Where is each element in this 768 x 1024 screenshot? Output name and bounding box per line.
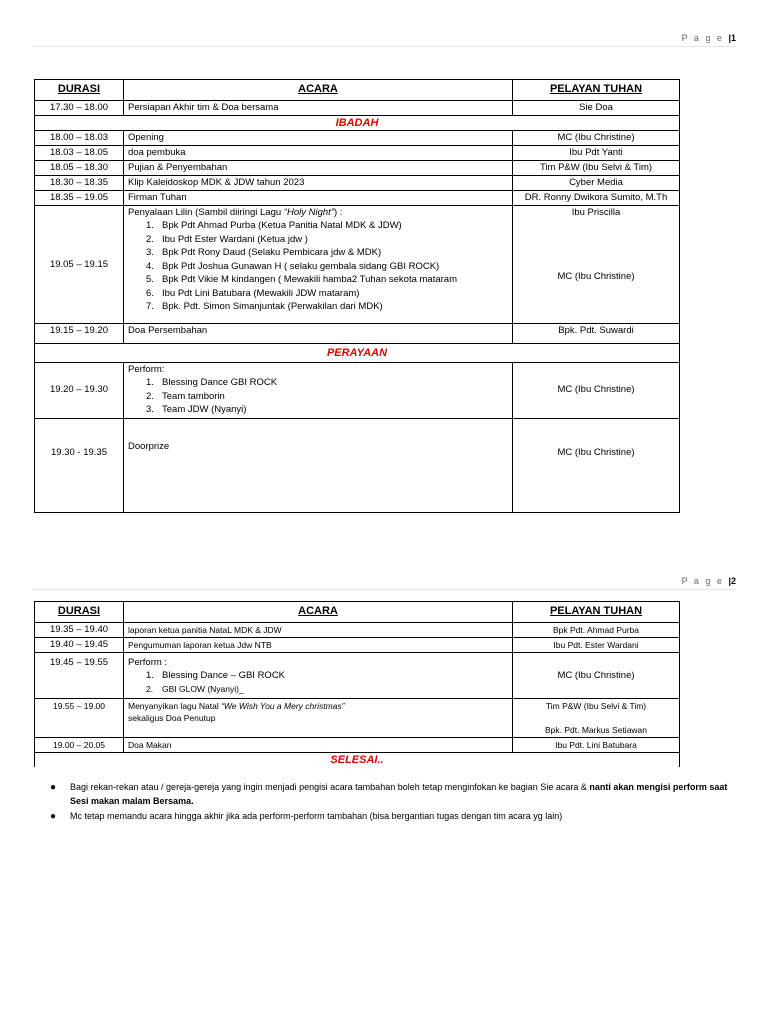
- durasi-cell: 19.40 – 19.45: [35, 638, 124, 653]
- durasi-cell: 19.30 - 19.35: [35, 418, 124, 512]
- list-item: 2. GBI GLOW (Nyanyi)_: [146, 683, 244, 694]
- natal-line-1: Menyanyikan lagu Natal “We Wish You a Mery christmas”: [128, 701, 345, 711]
- pelayan-cell: DR. Ronny Dwikora Sumito, M.Th: [513, 191, 680, 206]
- acara-cell: Doa Persembahan: [124, 324, 513, 344]
- pelayan-cell: Cyber Media: [513, 176, 680, 191]
- table-row: [35, 324, 680, 344]
- lilin-list: [128, 219, 508, 314]
- bullet-icon: ●: [50, 782, 57, 793]
- acara-cell: Pujian & Penyembahan: [124, 161, 513, 176]
- pelayan-cell: Bpk Pdt. Ahmad Purba: [513, 623, 680, 638]
- page-number: 1: [730, 33, 736, 43]
- list-item: 1. Blessing Dance GBI ROCK: [146, 377, 278, 388]
- pelayan-cell: MC (Ibu Christine): [513, 653, 680, 699]
- natal-line-2: sekaligus Doa Penutup: [128, 713, 216, 723]
- table-row: [35, 146, 680, 161]
- table-row-perform: [35, 363, 680, 419]
- note-bold-text: nanti akan mengisi perform saat Sesi makan malam Bersama.: [70, 782, 728, 806]
- table-header-row: [35, 80, 680, 101]
- pelayan-1: Tim P&W (Ibu Selvi & Tim): [545, 701, 647, 711]
- table-row-doorprize: [35, 418, 680, 512]
- acara-cell: doa pembuka: [124, 146, 513, 161]
- acara-cell: Opening: [124, 131, 513, 146]
- table-row-lilin: [35, 206, 680, 324]
- section-row-perayaan: [35, 344, 680, 363]
- table-row: [35, 623, 680, 638]
- list-item: 3. Team JDW (Nyanyi): [146, 404, 247, 415]
- acara-cell: [124, 206, 513, 324]
- page-separator: |: [728, 576, 731, 586]
- table-row: [35, 131, 680, 146]
- pelayan-cell: MC (Ibu Christine): [513, 131, 680, 146]
- lilin-title: Penyalaan Lilin (Sambil diiringi Lagu “Holy Night”) :: [128, 207, 343, 218]
- column-header-pelayan: PELAYAN TUHAN: [513, 602, 680, 623]
- page-separator: |: [728, 33, 731, 43]
- pelayan-cell: Sie Doa: [513, 101, 680, 116]
- page-label: P a g e: [681, 33, 724, 43]
- pelayan-mid: MC (Ibu Christine): [557, 271, 635, 282]
- column-header-durasi: DURASI: [35, 80, 124, 101]
- list-item: 5. Bpk Pdt Vikie M kindangen ( Mewakili hamba2 Tuhan sekota mataram: [146, 274, 458, 285]
- table-header-row: [35, 602, 680, 623]
- durasi-cell: 19.15 – 19.20: [35, 324, 124, 344]
- durasi-cell: 18.00 – 18.03: [35, 131, 124, 146]
- pelayan-2: Bpk. Pdt. Markus Setiawan: [544, 725, 648, 735]
- table-row-natal: [35, 699, 680, 738]
- acara-cell: Pengumuman laporan ketua Jdw NTB: [124, 638, 513, 653]
- durasi-cell: 19.20 – 19.30: [35, 363, 124, 419]
- table-row-perform: [35, 653, 680, 699]
- column-header-acara: ACARA: [124, 602, 513, 623]
- pelayan-cell: Ibu Pdt. Lini Batubara: [513, 738, 680, 753]
- column-header-durasi: DURASI: [35, 602, 124, 623]
- acara-cell: [124, 363, 513, 419]
- perform-title: Perform :: [128, 657, 168, 668]
- pelayan-cell: MC (Ibu Christine): [513, 418, 680, 512]
- song-title: “We Wish You a Mery christmas”: [221, 701, 345, 711]
- acara-cell: Firman Tuhan: [124, 191, 513, 206]
- table-row: [35, 638, 680, 653]
- song-title: “Holy Night”: [283, 207, 334, 218]
- list-item: 6. Ibu Pdt Lini Batubara (Mewakili JDW mataram): [146, 287, 360, 299]
- pelayan-cell: MC (Ibu Christine): [513, 363, 680, 419]
- section-title-perayaan: PERAYAAN: [35, 344, 680, 363]
- header-rule: [32, 46, 736, 47]
- table-row: [35, 176, 680, 191]
- page-header-2: [682, 576, 736, 586]
- section-row-selesai: [35, 753, 680, 768]
- page-number: 2: [730, 576, 736, 586]
- list-item: 2. Ibu Pdt Ester Wardani (Ketua jdw ): [146, 233, 308, 245]
- list-item: 3. Bpk Pdt Rony Daud (Selaku Pembicara jdw & MDK): [146, 247, 382, 258]
- acara-cell: Doa Makan: [124, 738, 513, 753]
- list-item: 1. Bpk Pdt Ahmad Purba (Ketua Panitia Natal MDK & JDW): [146, 220, 402, 231]
- durasi-cell: 19.05 – 19.15: [35, 206, 124, 324]
- pelayan-cell: [513, 206, 680, 324]
- list-item: 4. Bpk Pdt Joshua Gunawan H ( selaku gembala sidang GBI ROCK): [146, 260, 440, 272]
- perform-list: [128, 669, 508, 696]
- durasi-cell: 19.55 – 19.00: [35, 699, 124, 738]
- schedule-table-2: [34, 601, 680, 767]
- durasi-cell: 17.30 – 18.00: [35, 101, 124, 116]
- list-item: 2. Team tamborin: [146, 390, 225, 402]
- notes-list: [50, 781, 740, 826]
- durasi-cell: 19.35 – 19.40: [35, 623, 124, 638]
- table-row: [35, 191, 680, 206]
- acara-cell: Klip Kaleidoskop MDK & JDW tahun 2023: [124, 176, 513, 191]
- list-item: 1. Blessing Dance – GBI ROCK: [146, 670, 286, 681]
- durasi-cell: 18.30 – 18.35: [35, 176, 124, 191]
- durasi-cell: 19.45 – 19.55: [35, 653, 124, 699]
- bullet-icon: ●: [50, 811, 57, 822]
- section-row-ibadah: [35, 116, 680, 131]
- durasi-cell: 19.00 – 20.05: [35, 738, 124, 753]
- table-row: [35, 101, 680, 116]
- table-row: [35, 738, 680, 753]
- section-title-ibadah: IBADAH: [35, 116, 680, 131]
- perform-title: Perform:: [128, 364, 165, 375]
- page-header-1: [682, 33, 736, 43]
- section-title-selesai: SELESAI..: [35, 753, 680, 768]
- table-row: [35, 161, 680, 176]
- acara-cell: Persiapan Akhir tim & Doa bersama: [124, 101, 513, 116]
- column-header-pelayan: PELAYAN TUHAN: [513, 80, 680, 101]
- pelayan-cell: Bpk. Pdt. Suwardi: [513, 324, 680, 344]
- pelayan-cell: Ibu Pdt. Ester Wardani: [513, 638, 680, 653]
- schedule-table-1: [34, 79, 680, 513]
- pelayan-cell: Ibu Pdt Yanti: [513, 146, 680, 161]
- header-rule: [32, 589, 736, 590]
- acara-cell: Doorprize: [124, 418, 513, 512]
- acara-cell: laporan ketua panitia NataL MDK & JDW: [124, 623, 513, 638]
- column-header-acara: ACARA: [124, 80, 513, 101]
- acara-cell: [124, 653, 513, 699]
- page-label: P a g e: [681, 576, 724, 586]
- note-item-1: ● Bagi rekan-rekan atau / gereja-gereja yang ingin menjadi pengisi acara tambahan boleh tetap menginfokan ke bagian Sie acara & nanti akan mengisi perform saat Sesi makan malam Bersama.: [50, 782, 728, 806]
- note-item-2: ● Mc tetap memandu acara hingga akhir jika ada perform-perform tambahan (bisa bergantian tugas dengan tim acara yg lain): [50, 811, 563, 822]
- pelayan-top: Ibu Priscilla: [571, 207, 621, 218]
- pelayan-cell: [513, 699, 680, 738]
- list-item: 7. Bpk. Pdt. Simon Simanjuntak (Perwakilan dari MDK): [146, 301, 383, 312]
- pelayan-cell: Tim P&W (Ibu Selvi & Tim): [513, 161, 680, 176]
- durasi-cell: 18.05 – 18.30: [35, 161, 124, 176]
- perform-list: [128, 376, 508, 417]
- durasi-cell: 18.35 – 19.05: [35, 191, 124, 206]
- acara-cell: [124, 699, 513, 738]
- durasi-cell: 18.03 – 18.05: [35, 146, 124, 161]
